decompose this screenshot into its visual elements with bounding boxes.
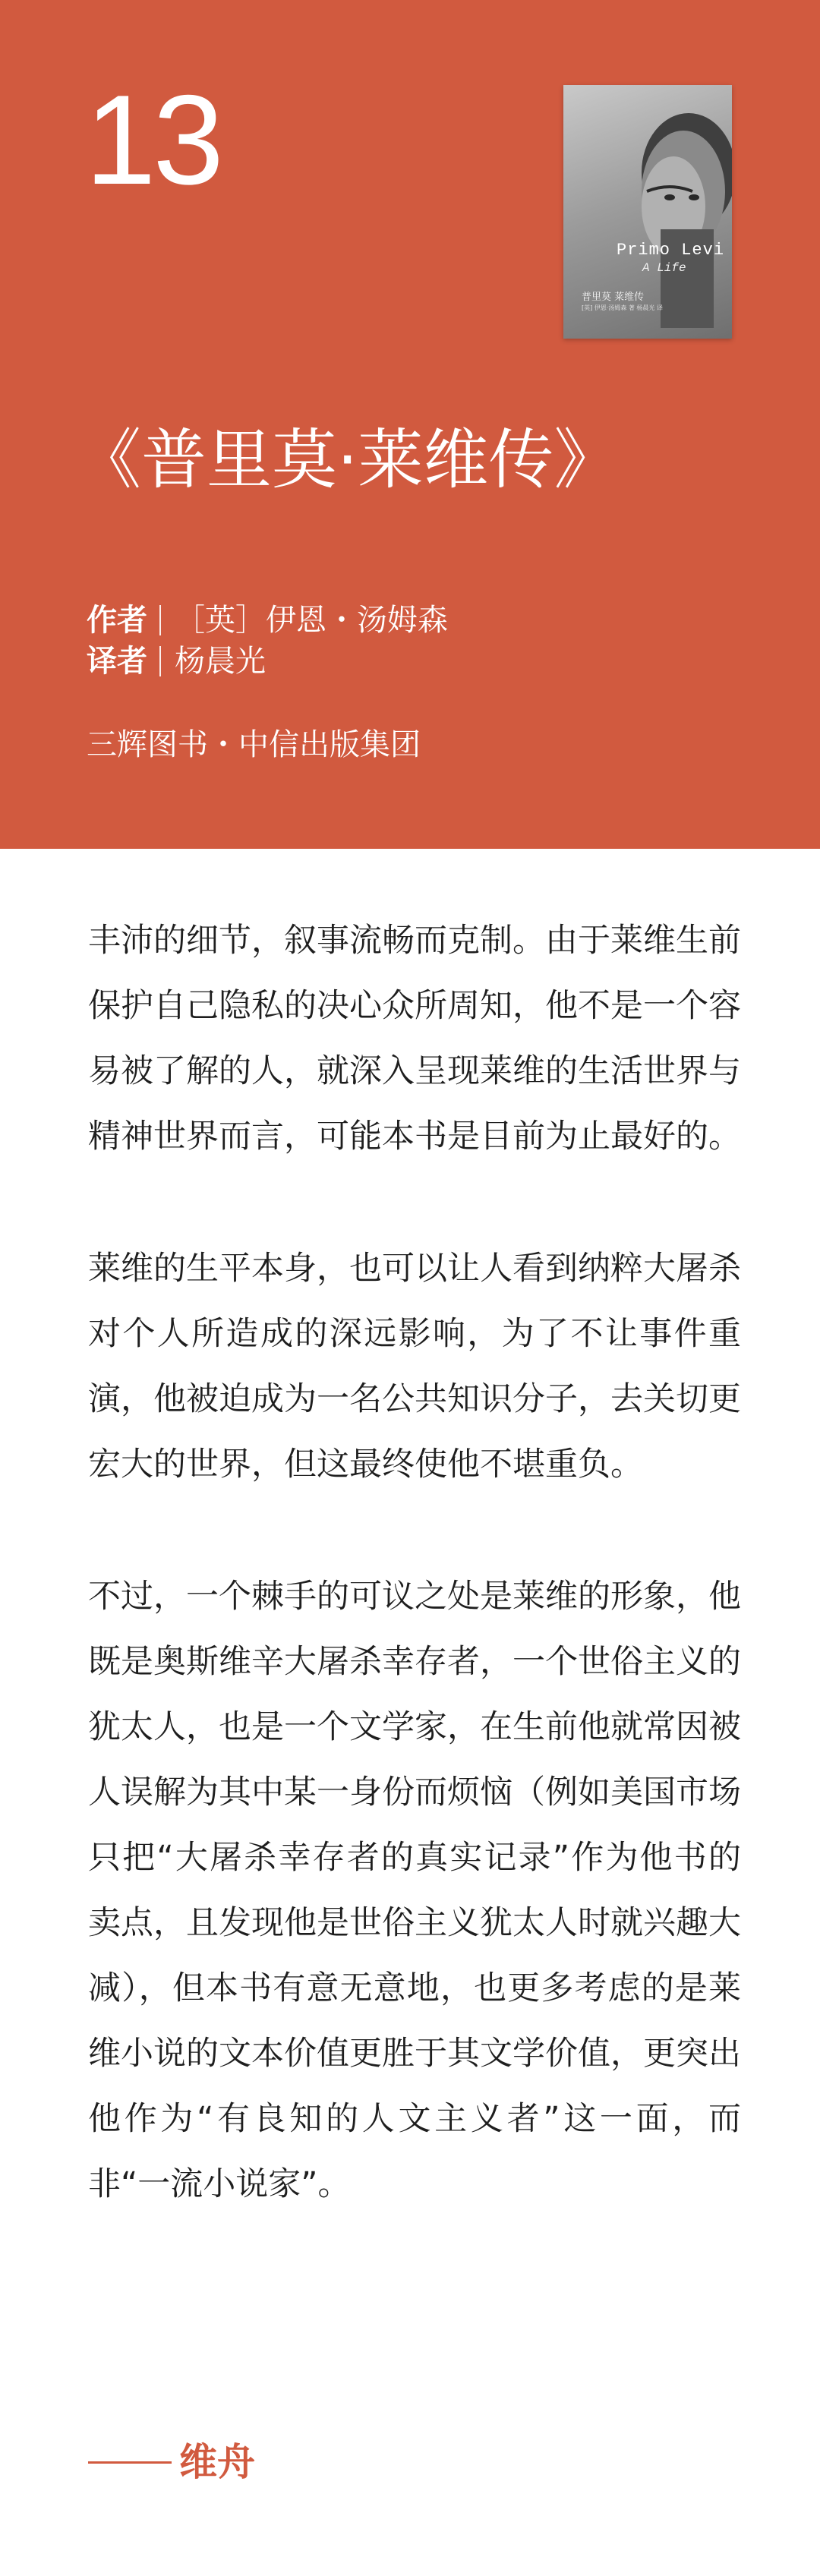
divider	[159, 605, 161, 635]
cover-author-line: [英] 伊恩·汤姆森 著 杨晨光 译	[582, 304, 663, 311]
review-paragraph: 不过，一个棘手的可议之处是莱维的形象，他既是奥斯维辛大屠杀幸存者，一个世俗主义的犹太人，也是一个文学家，在生前他就常因被人误解为其中某一身份而烦恼（例如美国市场只把“大屠杀幸存者的真实记录”作为他书的卖点，且发现他是世俗主义犹太人时就兴趣大减），但本书有意无意地，也更多考虑的是莱维小说的文本价值更胜于其文学价值，更突出他作为“有良知的人文主义者”这一面，而非“一流小说家”。	[88, 1578, 741, 2203]
author-label: 作者	[87, 603, 147, 638]
book-title: 《普里莫·莱维传》	[76, 422, 620, 498]
author-name: ［英］伊恩・汤姆森	[175, 603, 448, 638]
reviewer-signature	[88, 2436, 255, 2489]
divider	[159, 646, 161, 676]
cover-chinese-title: 普里莫 莱维传	[582, 292, 645, 303]
translator-row	[87, 641, 448, 682]
book-header-panel	[0, 0, 820, 849]
reviewer-name: 维舟	[179, 2440, 255, 2484]
cover-title: Primo Levi	[617, 241, 725, 260]
translator-name: 杨晨光	[175, 644, 266, 679]
cover-subtitle: A Life	[642, 261, 686, 275]
signature-dash	[88, 2461, 172, 2464]
review-body	[88, 908, 741, 2284]
book-cover-image	[563, 85, 732, 339]
publisher: 三辉图书・中信出版集团	[87, 727, 421, 762]
entry-number: 13	[85, 68, 221, 211]
review-paragraph: 莱维的生平本身，也可以让人看到纳粹大屠杀对个人所造成的深远影响，为了不让事件重演，他被迫成为一名公共知识分子，去关切更宏大的世界，但这最终使他不堪重负。	[88, 1250, 741, 1483]
author-row	[87, 600, 448, 641]
translator-label: 译者	[87, 644, 147, 679]
review-paragraph: 丰沛的细节，叙事流畅而克制。由于莱维生前保护自己隐私的决心众所周知，他不是一个容易被了解的人，就深入呈现莱维的生活世界与精神世界而言，可能本书是目前为止最好的。	[88, 922, 741, 1156]
book-credits	[87, 600, 448, 682]
